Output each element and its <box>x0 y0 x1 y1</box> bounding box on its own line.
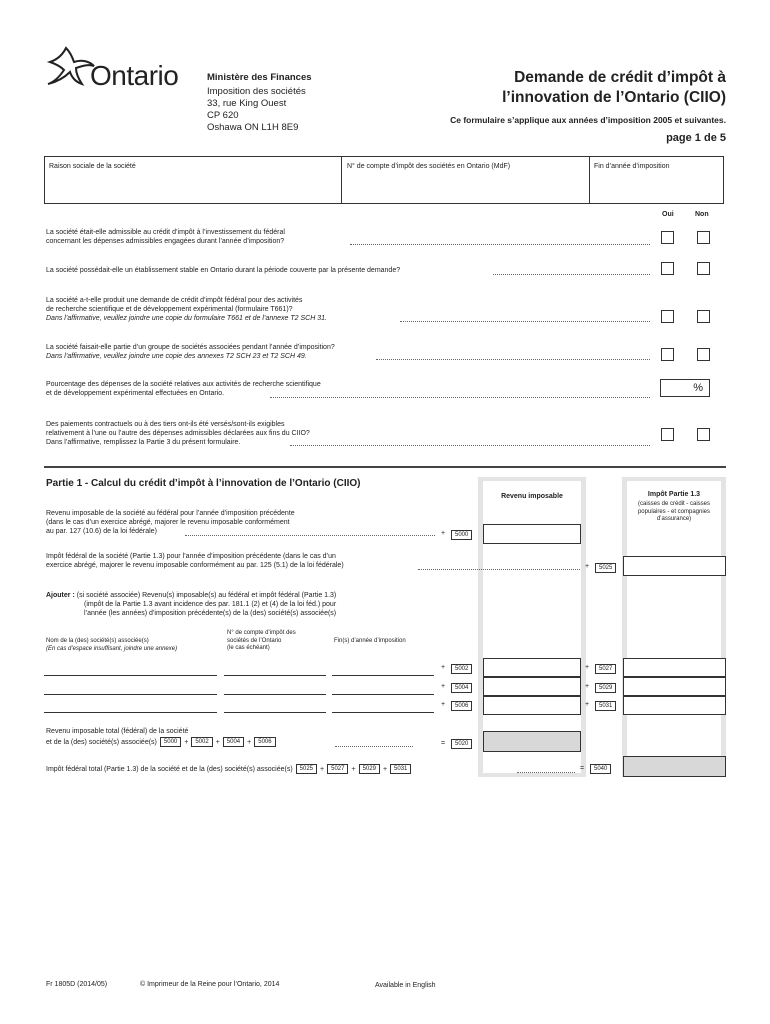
code-5002-ref: 5002 <box>191 737 212 747</box>
line-5027-input[interactable] <box>623 658 726 677</box>
assoc-account-input-1[interactable] <box>224 675 326 676</box>
revenue-column-header: Revenu imposable <box>501 493 563 500</box>
question-text: Dans l’affirmative, remplissez la Partie 3 du présent formulaire. <box>46 439 241 446</box>
code-5029: 5029 <box>595 683 616 693</box>
mdf-input[interactable] <box>343 173 587 201</box>
leader-dots <box>517 772 575 773</box>
line-text: (si société associée) Revenu(s) imposable(s) au fédéral et impôt fédéral (Partie 1.3) <box>76 592 337 599</box>
code-5025: 5025 <box>595 563 616 573</box>
q6-yes-checkbox[interactable] <box>661 428 674 441</box>
form-subtitle: Ce formulaire s’applique aux années d’imposition 2005 et suivantes. <box>450 115 726 125</box>
tax-year-end-input[interactable] <box>591 173 721 201</box>
question-text: et de développement expérimental effectuées en Ontario. <box>46 390 225 397</box>
line-text: Revenu imposable total (fédéral) de la société <box>46 728 189 735</box>
code-5029-ref: 5029 <box>359 764 380 774</box>
equals-sign: = <box>441 740 446 747</box>
address-line: CP 620 <box>207 110 239 121</box>
assoc-name-header <box>46 638 177 653</box>
add-associated-text <box>46 591 336 618</box>
equals-sign: = <box>580 765 585 772</box>
assoc-year-header: Fin(s) d’année d’imposition <box>334 638 406 644</box>
assoc-name-input-1[interactable] <box>44 675 217 676</box>
assoc-year-input-2[interactable] <box>332 694 434 695</box>
assoc-year-input-1[interactable] <box>332 675 434 676</box>
question-text: La société était-elle admissible au crédit d’impôt à l’investissement du fédéral <box>46 229 285 236</box>
plus-sign: + <box>215 738 220 746</box>
code-5006: 5006 <box>451 701 472 711</box>
plus-sign: + <box>184 738 189 746</box>
no-header: Non <box>695 211 709 218</box>
identification-box <box>44 156 724 204</box>
assoc-account-input-3[interactable] <box>224 712 326 713</box>
question-instruction: Dans l’affirmative, veuillez joindre une copie des annexes T2 SCH 23 et T2 SCH 49. <box>46 353 307 360</box>
leader-dots <box>493 274 650 275</box>
copyright: © Imprimeur de la Reine pour l’Ontario, 2014 <box>140 981 280 988</box>
question-instruction: Dans l’affirmative, veuillez joindre une copie du formulaire T661 et de l’annexe T2 SCH 31. <box>46 315 327 322</box>
q2-no-checkbox[interactable] <box>697 262 710 275</box>
line-5031-input[interactable] <box>623 696 726 715</box>
address-line: Imposition des sociétés <box>207 86 306 97</box>
leader-dots <box>376 359 650 360</box>
question-text: concernant les dépenses admissibles engagées durant l’année d’imposition? <box>46 238 285 245</box>
code-5027: 5027 <box>595 664 616 674</box>
q1-yes-checkbox[interactable] <box>661 231 674 244</box>
plus-sign: + <box>441 530 446 537</box>
plus-sign: + <box>585 701 590 708</box>
line-5000-text <box>46 509 295 536</box>
line-5006-input[interactable] <box>483 696 581 715</box>
code-5027-ref: 5027 <box>327 764 348 774</box>
assoc-name-input-2[interactable] <box>44 694 217 695</box>
logo-wordmark: Ontario <box>90 60 179 91</box>
column-label: Nom de la (des) société(s) associée(s) <box>46 638 149 644</box>
code-5004: 5004 <box>451 683 472 693</box>
q4-yes-checkbox[interactable] <box>661 348 674 361</box>
yes-header: Oui <box>662 211 674 218</box>
address-line: Oshawa ON L1H 8E9 <box>207 122 299 133</box>
assoc-account-input-2[interactable] <box>224 694 326 695</box>
question-text: La société faisait-elle partie d’un groupe de sociétés associées pendant l’année d’imposition? <box>46 344 335 351</box>
line-5002-input[interactable] <box>483 658 581 677</box>
section-divider <box>44 466 726 468</box>
plus-sign: + <box>351 765 356 773</box>
question-2: La société possédait-elle un établissement stable en Ontario durant la période couverte par la présente demande? <box>46 267 401 274</box>
question-text: Des paiements contractuels ou à des tiers ont-ils été versés/sont-ils exigibles <box>46 421 285 428</box>
tax-column-subheader: (caisses de crédit - caisses populaires - et compagnies d’assurance) <box>637 501 711 522</box>
question-text: Pourcentage des dépenses de la société relatives aux activités de recherche scientifique <box>46 381 321 388</box>
code-5000-ref: 5000 <box>160 737 181 747</box>
code-5020: 5020 <box>451 739 472 749</box>
plus-sign: + <box>441 683 446 690</box>
leader-dots <box>335 746 413 747</box>
question-text: La société a-t-elle produit une demande de crédit d’impôt fédéral pour des activités <box>46 297 303 304</box>
divider <box>341 157 342 203</box>
plus-sign: + <box>585 563 590 570</box>
plus-sign: + <box>320 765 325 773</box>
code-5002: 5002 <box>451 664 472 674</box>
line-text: (dans le cas d’un exercice abrégé, majorer le revenu imposable conformément <box>46 519 290 526</box>
code-5031-ref: 5031 <box>390 764 411 774</box>
ontario-logo <box>46 46 196 102</box>
page-number: page 1 de 5 <box>666 132 726 144</box>
column-label: sociétés de l’Ontario <box>227 637 282 644</box>
line-text: et de la (des) société(s) associée(s) <box>46 738 157 746</box>
tax-column-header: Impôt Partie 1.3 <box>647 491 701 498</box>
line-text: l’année (les années) d’imposition précédente(s) de la (des) société(s) associée(s) <box>84 610 337 617</box>
plus-sign: + <box>382 765 388 773</box>
code-5000: 5000 <box>451 530 472 540</box>
plus-sign: + <box>585 664 590 671</box>
question-3 <box>46 296 327 323</box>
leader-dots <box>290 445 650 446</box>
leader-dots <box>400 321 650 322</box>
leader-dots <box>270 397 650 398</box>
column-label: N° de compte d’impôt des <box>227 630 296 636</box>
line-5029-input[interactable] <box>623 677 726 696</box>
line-5004-input[interactable] <box>483 677 581 696</box>
q3-no-checkbox[interactable] <box>697 310 710 323</box>
form-number: Fr 1805D (2014/05) <box>46 981 108 988</box>
trillium-icon <box>46 46 96 90</box>
part1-title: Partie 1 - Calcul du crédit d’impôt à l’innovation de l’Ontario (CIIO) <box>46 478 361 489</box>
assoc-account-header <box>227 630 296 653</box>
ministry-address <box>207 86 306 134</box>
column-label: (le cas échéant) <box>227 645 270 651</box>
line-text: exercice abrégé, majorer le revenu imposable conformément au par. 125 (5.1) de la loi fédérale) <box>46 562 344 569</box>
q4-no-checkbox[interactable] <box>697 348 710 361</box>
form-title-line1: Demande de crédit d’impôt à <box>514 69 726 86</box>
plus-sign: + <box>441 701 446 708</box>
question-4 <box>46 343 335 361</box>
divider <box>589 157 590 203</box>
assoc-name-input-3[interactable] <box>44 712 217 713</box>
code-5031: 5031 <box>595 701 616 711</box>
total-revenue-text <box>46 727 276 747</box>
assoc-year-input-3[interactable] <box>332 712 434 713</box>
q2-yes-checkbox[interactable] <box>661 262 674 275</box>
leader-dots <box>350 244 650 245</box>
address-line: 33, rue King Ouest <box>207 98 287 109</box>
column-note: (En cas d’espace insuffisant, joindre une annexe) <box>46 645 178 652</box>
form-title-line2: l’innovation de l’Ontario (CIIO) <box>502 89 726 106</box>
question-text: de recherche scientifique et de développement expérimental (formulaire T661)? <box>46 306 293 313</box>
question-1 <box>46 228 285 246</box>
code-5025-ref: 5025 <box>296 764 317 774</box>
question-5 <box>46 380 321 398</box>
leader-dots <box>418 569 580 570</box>
q5-percentage-input[interactable] <box>660 379 710 397</box>
english-version-note: Available in English <box>375 982 436 989</box>
tax-year-end-label: Fin d’année d’imposition <box>594 163 670 170</box>
line-5000-input[interactable] <box>483 524 581 544</box>
total-tax-text <box>46 764 411 774</box>
code-5040: 5040 <box>590 764 611 774</box>
mdf-label: N° de compte d’impôt des sociétés en Ontario (MdF) <box>347 163 511 170</box>
leader-dots <box>185 535 435 536</box>
plus-sign: + <box>441 664 446 671</box>
line-5025-input[interactable] <box>623 556 726 576</box>
line-text: (impôt de la Partie 1.3 avant incidence des par. 181.1 (2) et (4) de la loi féd.) pour <box>84 601 337 608</box>
line-text: Revenu imposable de la société au fédéral pour l’année d’imposition précédente <box>46 510 295 517</box>
q3-yes-checkbox[interactable] <box>661 310 674 323</box>
line-text: Impôt fédéral de la société (Partie 1.3) pour l’année d’imposition précédente (dans le cas d’un <box>46 553 336 560</box>
add-label: Ajouter : <box>46 592 75 599</box>
corp-name-label: Raison sociale de la société <box>49 163 136 170</box>
line-5020-total <box>483 731 581 752</box>
line-text: Impôt fédéral total (Partie 1.3) de la société et de la (des) société(s) associée(s) <box>46 765 293 773</box>
line-text: au par. 127 (10.6) de la loi fédérale) <box>46 528 157 535</box>
plus-sign: + <box>585 683 590 690</box>
line-5025-text <box>46 552 344 570</box>
code-5006-ref: 5006 <box>254 737 275 747</box>
code-5004-ref: 5004 <box>223 737 244 747</box>
plus-sign: + <box>247 738 252 746</box>
corp-name-input[interactable] <box>47 173 337 201</box>
question-text: relativement à l’une ou l’autre des dépenses admissibles déclarées aux fins du CIIO? <box>46 430 310 437</box>
question-6 <box>46 420 310 447</box>
percent-sign: % <box>693 382 703 394</box>
q6-no-checkbox[interactable] <box>697 428 710 441</box>
q1-no-checkbox[interactable] <box>697 231 710 244</box>
line-5040-total <box>623 756 726 777</box>
ministry-name: Ministère des Finances <box>207 72 312 83</box>
form-title <box>502 68 726 108</box>
